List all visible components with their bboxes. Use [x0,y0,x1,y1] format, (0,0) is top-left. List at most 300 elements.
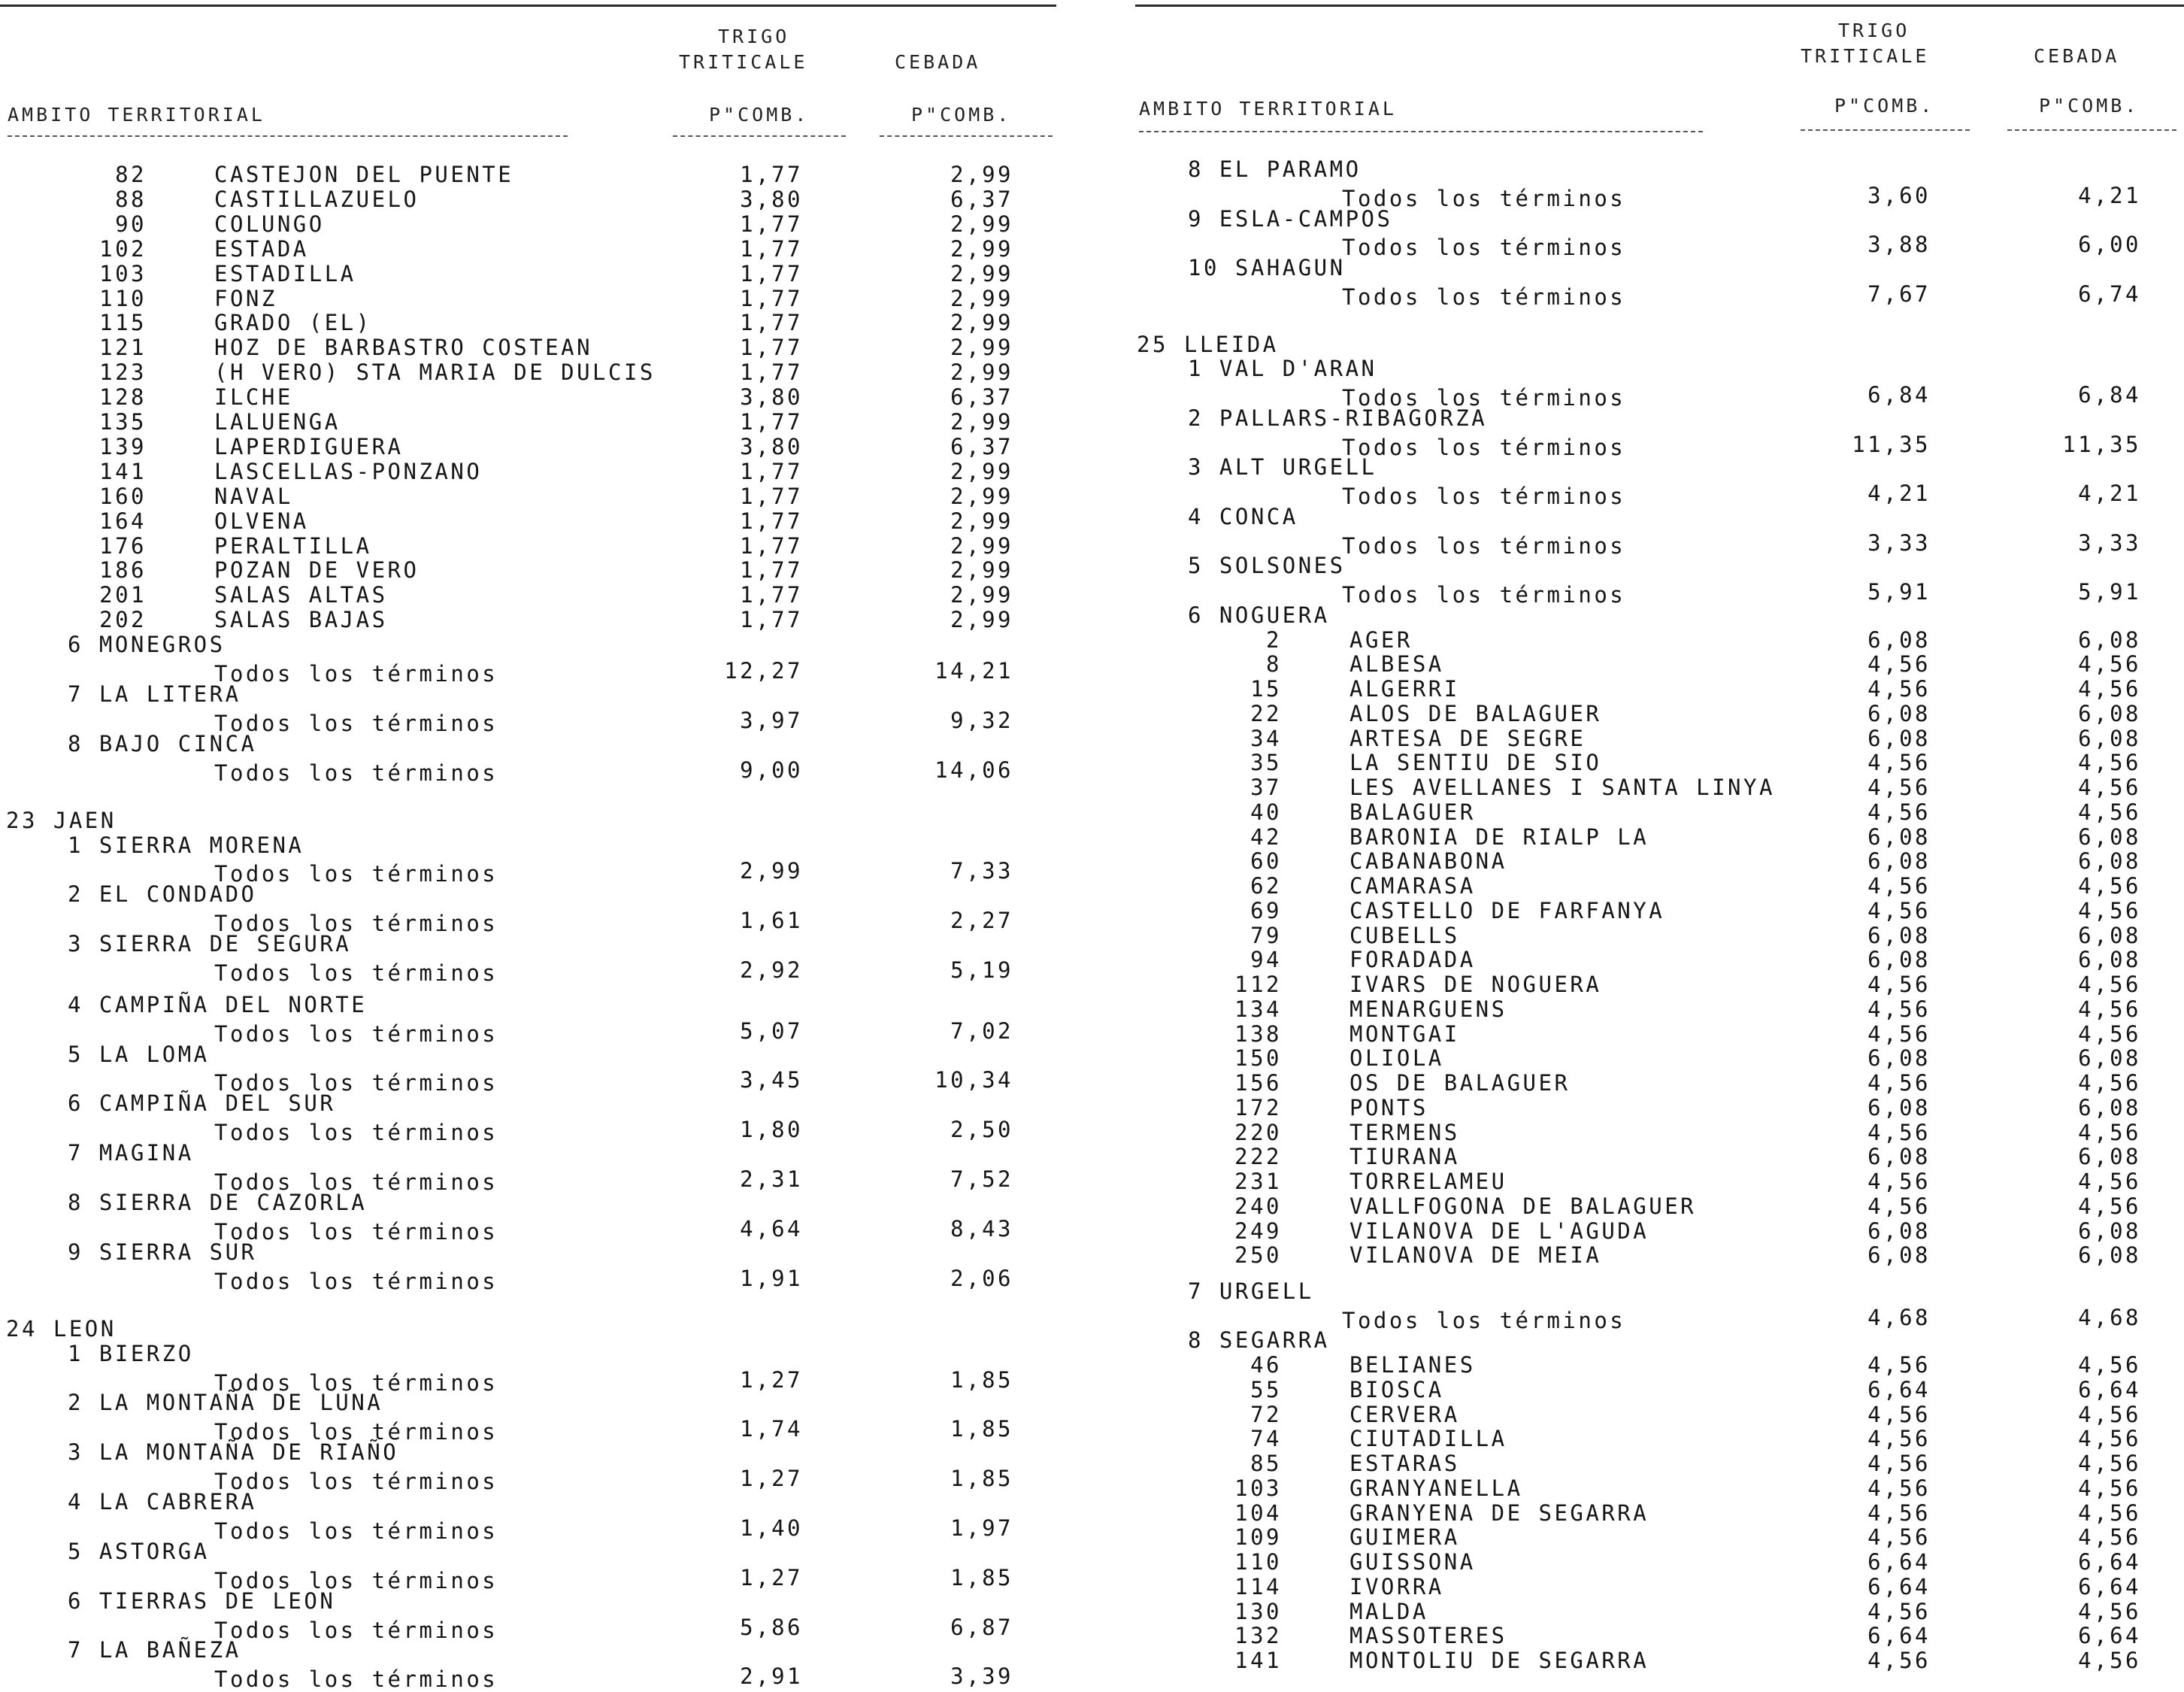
municipality-code: 160 [99,483,147,509]
municipality-name: IVORRA [1349,1573,1444,1600]
municipality-code: 222 [1234,1144,1282,1170]
header-cebada: CEBADA [895,51,981,73]
municipality-row [1120,825,2184,850]
trigo-value: 4,56 [1867,1598,1931,1624]
municipality-name: ESTADA [214,235,309,262]
trigo-value: 1,77 [740,335,803,361]
all-terms-row [0,1366,1068,1396]
trigo-value: 2,31 [740,1166,803,1193]
trigo-value: 3,97 [740,707,803,733]
all-terms-label: Todos los términos [1342,185,1626,211]
municipality-code: 112 [1234,972,1282,998]
header-underline-ambito [8,135,568,137]
header-ambito: AMBITO TERRITORIAL [8,104,265,126]
municipality-name: PERALTILLA [214,532,372,559]
municipality-row [1120,1243,2184,1268]
all-terms-label: Todos los términos [214,1070,498,1096]
trigo-value: 1,77 [740,260,803,287]
municipality-name: CIUTADILLA [1349,1426,1507,1452]
cebada-value: 6,08 [2078,626,2141,653]
comarca-label: 7 MAGINA [68,1140,194,1166]
all-terms-row [0,1465,1068,1495]
municipality-row [0,484,1068,509]
trigo-value: 1,77 [740,532,803,559]
municipality-code: 220 [1234,1119,1282,1145]
cebada-value: 6,64 [2078,1573,2141,1600]
trigo-value: 7,67 [1867,280,1931,307]
trigo-value: 4,56 [1867,799,1931,825]
municipality-row [1120,1575,2184,1600]
municipality-row [1120,1120,2184,1145]
all-terms-label: Todos los términos [214,1169,498,1196]
municipality-row [0,360,1068,385]
municipality-name: POZAN DE VERO [214,557,420,584]
trigo-value: 9,00 [740,757,803,783]
trigo-value: 4,56 [1867,1475,1931,1501]
cebada-value: 1,85 [950,1416,1013,1442]
cebada-value: 11,35 [2062,431,2141,457]
cebada-value: 6,37 [950,433,1013,459]
municipality-row [1120,1096,2184,1120]
cebada-value: 14,21 [934,658,1013,684]
trigo-value: 4,56 [1867,1352,1931,1378]
all-terms-row [1120,431,2184,460]
municipality-name: BALAGUER [1349,799,1476,825]
left-column [0,0,1068,1692]
cebada-value: 7,52 [950,1166,1013,1193]
cebada-value: 6,08 [2078,1045,2141,1072]
cebada-value: 2,99 [950,557,1013,584]
header-trigo-line2: TRITICALE [1801,45,1930,67]
cebada-value: 5,19 [950,957,1013,984]
trigo-value: 1,27 [740,1466,803,1492]
all-terms-row [0,1066,1068,1096]
trigo-value: 1,40 [740,1515,803,1541]
cebada-value: 4,56 [2078,1070,2141,1096]
trigo-value: 4,56 [1867,676,1931,702]
trigo-value: 5,91 [1867,579,1931,605]
province-row [0,1317,1068,1342]
municipality-row [1120,702,2184,726]
all-terms-row [0,1215,1068,1245]
cebada-value: 4,56 [2078,1119,2141,1145]
trigo-value: 6,08 [1867,947,1931,973]
trigo-value: 4,56 [1867,1070,1931,1096]
municipality-code: 102 [99,235,147,262]
municipality-code: 164 [99,508,147,534]
comarca-label: 4 LA CABRERA [68,1489,257,1515]
cebada-value: 2,99 [950,532,1013,559]
municipality-name: LASCELLAS-PONZANO [214,458,483,484]
cebada-value: 6,87 [950,1614,1013,1640]
municipality-row [1120,1353,2184,1378]
trigo-value: 1,27 [740,1366,803,1393]
municipality-name: CERVERA [1349,1401,1460,1427]
municipality-row [0,583,1068,608]
trigo-value: 6,08 [1867,626,1931,653]
all-terms-row [1120,529,2184,559]
comarca-row [1120,1328,2184,1353]
province-row [1120,332,2184,357]
trigo-value: 4,56 [1867,1020,1931,1047]
trigo-value: 4,56 [1867,1119,1931,1145]
municipality-name: ALBESA [1349,651,1444,678]
all-terms-label: Todos los términos [1342,434,1626,460]
trigo-value: 1,91 [740,1265,803,1291]
cebada-value: 4,68 [2078,1304,2141,1330]
municipality-name: MALDA [1349,1598,1428,1624]
municipality-row [1120,775,2184,800]
municipality-name: BARONIA DE RIALP LA [1349,823,1649,850]
all-terms-label: Todos los términos [1342,484,1626,510]
comarca-label: 1 SIERRA MORENA [68,832,304,858]
trigo-value: 6,08 [1867,922,1931,948]
municipality-code: 156 [1234,1070,1282,1096]
cebada-value: 6,64 [2078,1623,2141,1649]
municipality-row [0,509,1068,534]
comarca-label: 8 SIERRA DE CAZORLA [68,1189,368,1215]
municipality-code: 8 [1266,651,1282,678]
trigo-value: 12,27 [724,658,803,684]
municipality-name: MENARGUENS [1349,996,1507,1022]
cebada-value: 6,08 [2078,922,2141,948]
all-terms-row [0,1614,1068,1643]
municipality-row [0,311,1068,335]
trigo-value: 2,92 [740,957,803,984]
all-terms-label: Todos los términos [1342,582,1626,608]
all-terms-row [0,1564,1068,1593]
cebada-value: 10,34 [934,1067,1013,1093]
trigo-value: 2,99 [740,858,803,884]
municipality-row [0,435,1068,459]
right-column [1120,0,2184,1688]
cebada-value: 2,27 [950,908,1013,934]
cebada-value: 2,99 [950,359,1013,386]
municipality-row [0,385,1068,410]
header-underline-trigo [1801,129,1970,131]
trigo-value: 4,56 [1867,972,1931,998]
trigo-value: 4,56 [1867,1426,1931,1452]
all-terms-row [0,1265,1068,1294]
municipality-row [1120,972,2184,997]
trigo-value: 4,56 [1867,1193,1931,1219]
municipality-code: 103 [99,260,147,287]
municipality-name: IVARS DE NOGUERA [1349,972,1602,998]
trigo-value: 4,56 [1867,873,1931,899]
municipality-name: VILANOVA DE L'AGUDA [1349,1217,1649,1244]
municipality-row [1120,1525,2184,1550]
comarca-row [0,993,1068,1017]
cebada-value: 6,08 [2078,1217,2141,1244]
municipality-name: ALOS DE BALAGUER [1349,700,1602,726]
all-terms-label: Todos los términos [214,710,498,736]
municipality-row [1120,1648,2184,1673]
municipality-code: 250 [1234,1242,1282,1269]
municipality-row [1120,1145,2184,1169]
municipality-code: 121 [99,335,147,361]
all-terms-label: Todos los términos [1342,284,1626,310]
municipality-name: LAPERDIGUERA [214,433,404,459]
cebada-value: 4,56 [2078,676,2141,702]
trigo-value: 1,77 [740,557,803,584]
trigo-value: 2,91 [740,1663,803,1690]
all-terms-row [1120,1304,2184,1333]
trigo-value: 6,08 [1867,700,1931,726]
trigo-value: 4,56 [1867,775,1931,801]
all-terms-row [0,957,1068,987]
trigo-value: 4,56 [1867,750,1931,776]
cebada-value: 6,37 [950,384,1013,411]
municipality-name: CABANABONA [1349,848,1507,875]
cebada-value: 3,39 [950,1663,1013,1690]
comarca-label: 2 EL CONDADO [68,881,257,908]
comarca-label: 3 LA MONTAÑA DE RIAÑO [68,1439,399,1466]
trigo-value: 1,77 [740,458,803,484]
all-terms-label: Todos los términos [214,1419,498,1445]
cebada-value: 2,99 [950,582,1013,608]
municipality-name: SALAS BAJAS [214,607,388,633]
cebada-value: 2,50 [950,1117,1013,1143]
all-terms-row [0,1017,1068,1047]
all-terms-label: Todos los términos [214,911,498,937]
all-terms-row [0,857,1068,887]
all-terms-label: Todos los términos [214,861,498,887]
municipality-code: 35 [1250,750,1282,776]
all-terms-label: Todos los términos [214,1469,498,1495]
header-pcomb-trigo: P"COMB. [1834,95,1935,117]
comarca-label: 2 LA MONTAÑA DE LUNA [68,1390,383,1416]
municipality-code: 240 [1234,1193,1282,1219]
municipality-name: TORRELAMEU [1349,1169,1507,1195]
cebada-value: 4,56 [2078,799,2141,825]
trigo-value: 1,80 [740,1117,803,1143]
municipality-row [0,262,1068,287]
municipality-name: GRANYENA DE SEGARRA [1349,1499,1649,1526]
cebada-value: 6,08 [2078,1242,2141,1269]
municipality-row [1120,1022,2184,1047]
municipality-code: 249 [1234,1217,1282,1244]
cebada-value: 4,56 [2078,1193,2141,1219]
cebada-value: 4,56 [2078,996,2141,1022]
comarca-row [1120,207,2184,232]
comarca-row [0,1342,1068,1366]
municipality-row [1120,1169,2184,1194]
comarca-row [0,1091,1068,1116]
municipality-code: 90 [115,211,147,237]
trigo-value: 4,56 [1867,1648,1931,1673]
trigo-value: 4,56 [1867,1499,1931,1526]
all-terms-label: Todos los términos [214,1369,498,1396]
comarca-row [0,1190,1068,1215]
cebada-value: 8,43 [950,1215,1013,1242]
trigo-value: 6,64 [1867,1549,1931,1575]
trigo-value: 3,45 [740,1067,803,1093]
municipality-code: 115 [99,310,147,336]
municipality-name: BIOSCA [1349,1376,1444,1402]
municipality-code: 40 [1250,799,1282,825]
all-terms-label: Todos los términos [214,661,498,687]
cebada-value: 7,02 [950,1017,1013,1044]
municipality-row [0,187,1068,212]
comarca-row [0,833,1068,858]
header-trigo-line2: TRITICALE [679,51,808,73]
comarca-row [0,682,1068,707]
trigo-value: 1,77 [740,211,803,237]
municipality-name: AGER [1349,626,1413,653]
municipality-code: 37 [1250,775,1282,801]
cebada-value: 4,56 [2078,1352,2141,1378]
comarca-label: 10 SAHAGUN [1188,255,1346,280]
municipality-code: 132 [1234,1623,1282,1649]
municipality-row [1120,1378,2184,1402]
province-row [0,808,1068,833]
municipality-code: 72 [1250,1401,1282,1427]
municipality-row [1120,800,2184,825]
municipality-row [1120,849,2184,874]
trigo-value: 6,64 [1867,1623,1931,1649]
comarca-row [0,1141,1068,1166]
all-terms-row [0,1116,1068,1146]
cebada-value: 4,21 [2078,481,2141,507]
all-terms-label: Todos los términos [214,1268,498,1294]
municipality-row [1120,923,2184,948]
municipality-code: 141 [99,458,147,484]
municipality-name: LA SENTIU DE SIO [1349,750,1602,776]
municipality-code: 114 [1234,1573,1282,1600]
municipality-name: PONTS [1349,1094,1428,1120]
municipality-row [1120,1046,2184,1071]
municipality-row [0,558,1068,583]
all-terms-row [0,1415,1068,1445]
cebada-value: 7,33 [950,858,1013,884]
comarca-label: 6 MONEGROS [68,632,226,658]
cebada-value: 2,99 [950,235,1013,262]
municipality-name: MONTOLIU DE SEGARRA [1349,1648,1649,1673]
municipality-code: 79 [1250,922,1282,948]
trigo-value: 1,77 [740,285,803,311]
municipality-code: 128 [99,384,147,411]
all-terms-row [0,657,1068,687]
comarca-row [0,1440,1068,1465]
cebada-value: 4,56 [2078,897,2141,923]
comarca-row [1120,256,2184,280]
municipality-name: OLVENA [214,508,309,534]
cebada-value: 4,56 [2078,1401,2141,1427]
cebada-value: 6,64 [2078,1549,2141,1575]
cebada-value: 4,56 [2078,873,2141,899]
cebada-value: 6,08 [2078,947,2141,973]
municipality-row [0,287,1068,311]
cebada-value: 2,99 [950,260,1013,287]
trigo-value: 4,56 [1867,1401,1931,1427]
municipality-row [0,534,1068,559]
municipality-name: CAMARASA [1349,873,1476,899]
municipality-code: 69 [1250,897,1282,923]
trigo-value: 1,77 [740,582,803,608]
municipality-code: 134 [1234,996,1282,1022]
all-terms-label: Todos los términos [214,1567,498,1593]
municipality-code: 109 [1234,1524,1282,1551]
trigo-value: 4,56 [1867,1451,1931,1476]
header-ambito: AMBITO TERRITORIAL [1139,98,1397,120]
province-label: 24 LEON [6,1315,117,1342]
trigo-value: 1,77 [740,162,803,187]
cebada-value: 2,99 [950,458,1013,484]
comarca-label: 1 BIERZO [68,1340,194,1366]
trigo-value: 6,84 [1867,382,1931,408]
municipality-row [1120,677,2184,702]
cebada-value: 6,08 [2078,725,2141,751]
municipality-name: GUIMERA [1349,1524,1460,1551]
municipality-row [1120,1501,2184,1526]
comarca-row [0,1539,1068,1564]
municipality-row [0,410,1068,435]
cebada-value: 9,32 [950,707,1013,733]
municipality-code: 176 [99,532,147,559]
municipality-code: 231 [1234,1169,1282,1195]
municipality-code: 55 [1250,1376,1282,1402]
cebada-value: 6,74 [2078,280,2141,307]
comarca-label: 8 BAJO CINCA [68,730,257,757]
cebada-value: 2,99 [950,607,1013,633]
municipality-name: VALLFOGONA DE BALAGUER [1349,1193,1697,1219]
comarca-row [1120,406,2184,431]
all-terms-row [1120,480,2184,510]
municipality-row [1120,726,2184,751]
municipality-name: TIURANA [1349,1144,1460,1170]
municipality-name: COLUNGO [214,211,325,237]
trigo-value: 6,64 [1867,1573,1931,1600]
all-terms-row [0,757,1068,786]
trigo-value: 6,08 [1867,725,1931,751]
cebada-value: 1,97 [950,1515,1013,1541]
cebada-value: 4,56 [2078,1169,2141,1195]
all-terms-label: Todos los términos [214,960,498,987]
all-terms-row [1120,182,2184,211]
comarca-label: 7 LA BAÑEZA [68,1637,241,1663]
municipality-name: TERMENS [1349,1119,1460,1145]
trigo-value: 1,77 [740,483,803,509]
municipality-name: GRADO (EL) [214,310,372,336]
trigo-value: 1,77 [740,235,803,262]
trigo-value: 4,21 [1867,481,1931,507]
comarca-label: 7 LA LITERA [68,681,241,707]
all-terms-label: Todos los términos [214,1518,498,1544]
cebada-value: 4,56 [2078,1020,2141,1047]
municipality-code: 110 [1234,1549,1282,1575]
municipality-row [1120,1600,2184,1624]
trigo-value: 6,08 [1867,1242,1931,1269]
municipality-code: 60 [1250,848,1282,875]
cebada-value: 4,56 [2078,1426,2141,1452]
header-pcomb-cebada: P"COMB. [2039,95,2140,117]
municipality-code: 82 [115,162,147,187]
header-underline-ambito [1139,131,1703,132]
header-trigo-line1: TRIGO [718,26,790,47]
municipality-name: BELIANES [1349,1352,1476,1378]
header-underline-trigo [673,135,846,137]
header-pcomb-cebada: P"COMB. [911,104,1012,126]
municipality-code: 139 [99,433,147,459]
municipality-row [1120,1071,2184,1096]
comarca-row [1120,455,2184,480]
comarca-row [0,732,1068,757]
municipality-name: (H VERO) STA MARIA DE DULCIS [214,359,656,386]
comarca-row [1120,1279,2184,1304]
all-terms-row [1120,578,2184,608]
municipality-code: 88 [115,186,147,212]
municipality-row [1120,1427,2184,1451]
